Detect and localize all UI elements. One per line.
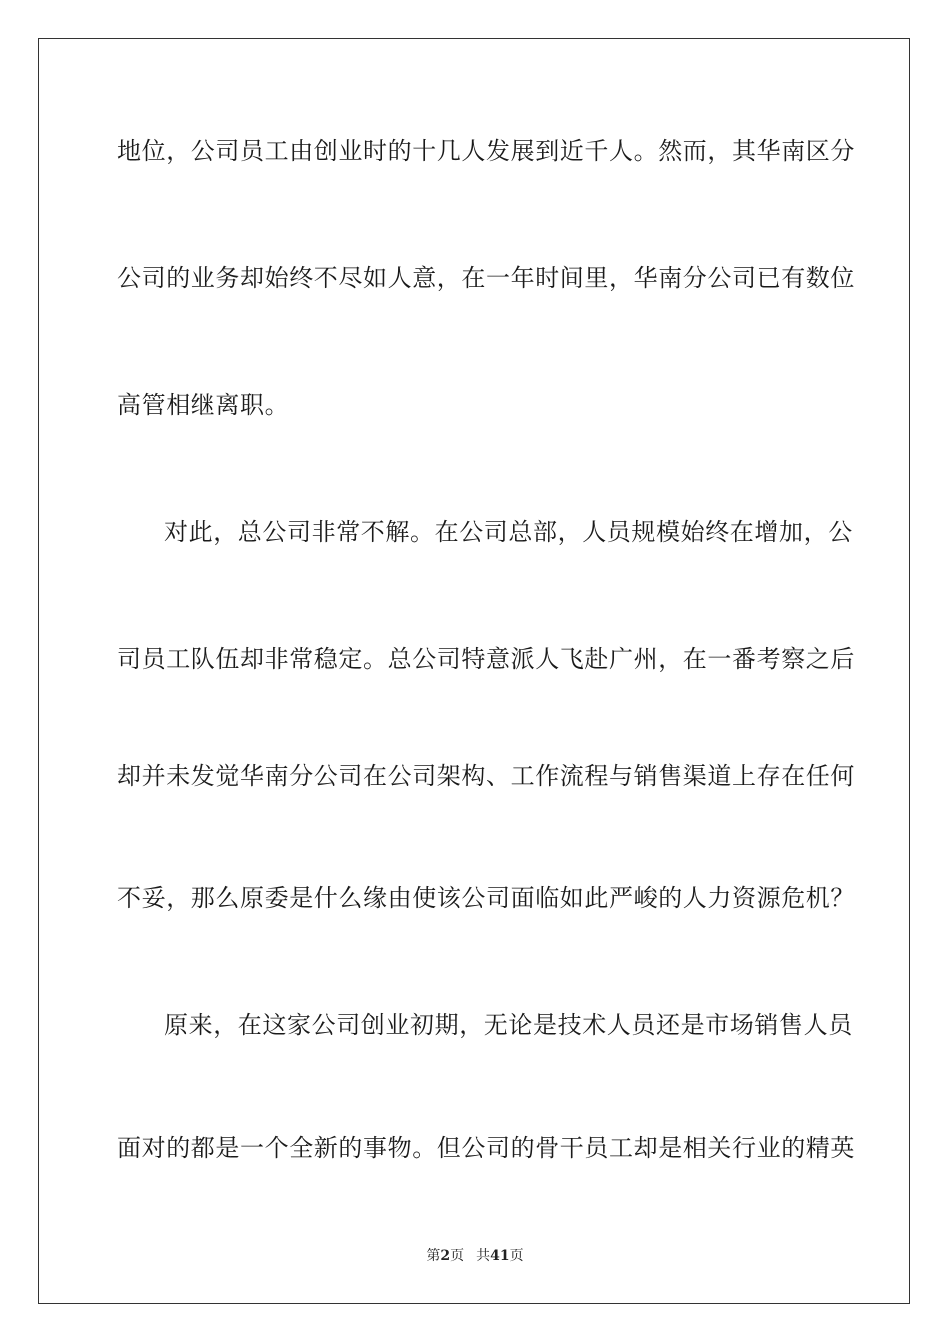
page-number: 2 (440, 1248, 451, 1264)
total-pages: 41 (490, 1248, 510, 1264)
paragraph-line: 对此，总公司非常不解。在公司总部，人员规模始终在增加，公 (164, 518, 853, 546)
paragraph-line: 原来，在这家公司创业初期，无论是技术人员还是市场销售人员 (164, 1011, 853, 1039)
paragraph-line: 公司的业务却始终不尽如人意，在一年时间里，华南分公司已有数位 (117, 264, 855, 292)
paragraph-line: 司员工队伍却非常稳定。总公司特意派人飞赴广州，在一番考察之后 (117, 645, 855, 673)
paragraph-line: 面对的都是一个全新的事物。但公司的骨干员工却是相关行业的精英 (117, 1134, 855, 1162)
paragraph-line: 不妥，那么原委是什么缘由使该公司面临如此严峻的人力资源危机？ (117, 884, 855, 912)
page-suffix: 页 (450, 1248, 465, 1264)
paragraph-line: 却并未发觉华南分公司在公司架构、工作流程与销售渠道上存在任何 (117, 762, 855, 790)
paragraph-line: 地位，公司员工由创业时的十几人发展到近千人。然而，其华南区分 (117, 137, 855, 165)
page-footer (0, 1247, 950, 1265)
paragraph-line: 高管相继离职。 (117, 391, 290, 419)
total-suffix: 页 (509, 1248, 524, 1264)
page-prefix: 第 (426, 1248, 441, 1264)
total-prefix: 共 (476, 1248, 491, 1264)
